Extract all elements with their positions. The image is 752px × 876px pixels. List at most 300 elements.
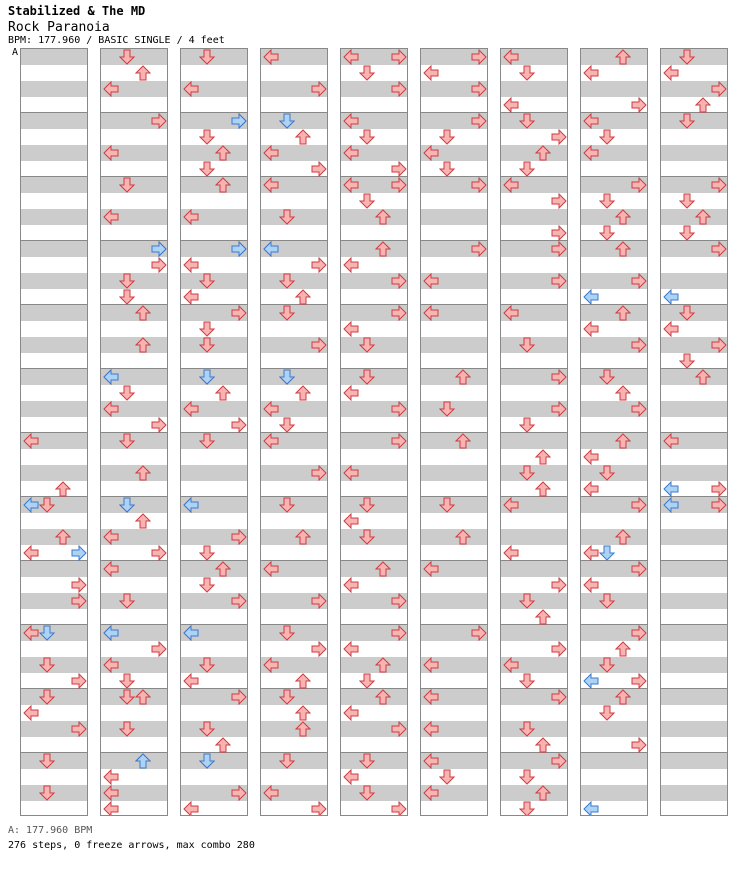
left-arrow xyxy=(263,401,279,417)
bpm-summary: A: 177.960 BPM xyxy=(8,825,93,836)
right-arrow xyxy=(391,161,407,177)
down-arrow xyxy=(199,545,215,561)
left-arrow xyxy=(503,497,519,513)
down-arrow xyxy=(199,49,215,65)
down-arrow xyxy=(119,497,135,513)
right-arrow xyxy=(631,673,647,689)
left-arrow xyxy=(423,273,439,289)
down-arrow xyxy=(599,129,615,145)
left-arrow xyxy=(423,305,439,321)
left-arrow xyxy=(183,401,199,417)
measure-line xyxy=(21,240,87,241)
down-arrow xyxy=(599,193,615,209)
measure-column xyxy=(500,48,568,816)
left-arrow xyxy=(583,545,599,561)
up-arrow xyxy=(455,433,471,449)
up-arrow xyxy=(135,753,151,769)
down-arrow xyxy=(519,721,535,737)
down-arrow xyxy=(279,417,295,433)
right-arrow xyxy=(311,465,327,481)
down-arrow xyxy=(359,129,375,145)
left-arrow xyxy=(103,529,119,545)
down-arrow xyxy=(439,129,455,145)
down-arrow xyxy=(519,337,535,353)
right-arrow xyxy=(551,193,567,209)
left-arrow xyxy=(503,657,519,673)
song-artist: Stabilized & The MD xyxy=(8,4,146,18)
right-arrow xyxy=(551,369,567,385)
down-arrow xyxy=(359,65,375,81)
up-arrow xyxy=(295,705,311,721)
left-arrow xyxy=(423,689,439,705)
measure-column xyxy=(580,48,648,816)
left-arrow xyxy=(103,657,119,673)
left-arrow xyxy=(663,321,679,337)
left-arrow xyxy=(263,49,279,65)
left-arrow xyxy=(103,625,119,641)
left-arrow xyxy=(583,65,599,81)
left-arrow xyxy=(343,257,359,273)
left-arrow xyxy=(583,481,599,497)
up-arrow xyxy=(135,65,151,81)
down-arrow xyxy=(119,177,135,193)
up-arrow xyxy=(375,561,391,577)
left-arrow xyxy=(103,801,119,816)
left-arrow xyxy=(23,545,39,561)
left-arrow xyxy=(583,577,599,593)
right-arrow xyxy=(471,81,487,97)
up-arrow xyxy=(535,449,551,465)
left-arrow xyxy=(663,481,679,497)
right-arrow xyxy=(551,641,567,657)
up-arrow xyxy=(455,369,471,385)
down-arrow xyxy=(679,49,695,65)
right-arrow xyxy=(631,625,647,641)
down-arrow xyxy=(279,113,295,129)
left-arrow xyxy=(103,209,119,225)
right-arrow xyxy=(551,273,567,289)
right-arrow xyxy=(71,721,87,737)
left-arrow xyxy=(583,289,599,305)
down-arrow xyxy=(199,433,215,449)
right-arrow xyxy=(631,737,647,753)
left-arrow xyxy=(583,113,599,129)
down-arrow xyxy=(519,65,535,81)
left-arrow xyxy=(503,545,519,561)
left-arrow xyxy=(183,673,199,689)
up-arrow xyxy=(55,529,71,545)
right-arrow xyxy=(471,113,487,129)
down-arrow xyxy=(359,193,375,209)
right-arrow xyxy=(471,49,487,65)
left-arrow xyxy=(343,49,359,65)
up-arrow xyxy=(295,385,311,401)
left-arrow xyxy=(343,145,359,161)
down-arrow xyxy=(519,593,535,609)
left-arrow xyxy=(343,769,359,785)
right-arrow xyxy=(151,241,167,257)
right-arrow xyxy=(631,177,647,193)
right-arrow xyxy=(471,177,487,193)
left-arrow xyxy=(343,465,359,481)
left-arrow xyxy=(343,513,359,529)
up-arrow xyxy=(215,737,231,753)
down-arrow xyxy=(39,625,55,641)
left-arrow xyxy=(583,321,599,337)
up-arrow xyxy=(615,529,631,545)
left-arrow xyxy=(263,145,279,161)
down-arrow xyxy=(519,801,535,816)
left-arrow xyxy=(423,657,439,673)
up-arrow xyxy=(535,609,551,625)
down-arrow xyxy=(119,721,135,737)
down-arrow xyxy=(199,721,215,737)
right-arrow xyxy=(711,177,727,193)
up-arrow xyxy=(135,689,151,705)
down-arrow xyxy=(39,657,55,673)
song-title: Rock Paranoia xyxy=(8,20,110,35)
measure-column xyxy=(260,48,328,816)
right-arrow xyxy=(231,689,247,705)
down-arrow xyxy=(199,337,215,353)
down-arrow xyxy=(679,193,695,209)
left-arrow xyxy=(423,65,439,81)
measure-column xyxy=(20,48,88,816)
up-arrow xyxy=(55,481,71,497)
left-arrow xyxy=(103,369,119,385)
left-arrow xyxy=(263,657,279,673)
up-arrow xyxy=(135,513,151,529)
down-arrow xyxy=(519,417,535,433)
measure-line xyxy=(661,624,727,625)
down-arrow xyxy=(599,705,615,721)
left-arrow xyxy=(503,97,519,113)
down-arrow xyxy=(279,689,295,705)
right-arrow xyxy=(231,785,247,801)
right-arrow xyxy=(231,593,247,609)
down-arrow xyxy=(39,689,55,705)
down-arrow xyxy=(199,161,215,177)
left-arrow xyxy=(183,257,199,273)
down-arrow xyxy=(279,753,295,769)
up-arrow xyxy=(615,433,631,449)
down-arrow xyxy=(519,465,535,481)
measure-line xyxy=(661,752,727,753)
down-arrow xyxy=(119,49,135,65)
down-arrow xyxy=(279,273,295,289)
measure-line xyxy=(21,368,87,369)
right-arrow xyxy=(391,49,407,65)
up-arrow xyxy=(615,305,631,321)
down-arrow xyxy=(519,769,535,785)
measure-line xyxy=(21,112,87,113)
left-arrow xyxy=(343,641,359,657)
right-arrow xyxy=(711,337,727,353)
down-arrow xyxy=(119,433,135,449)
down-arrow xyxy=(279,209,295,225)
right-arrow xyxy=(391,721,407,737)
down-arrow xyxy=(599,225,615,241)
left-arrow xyxy=(183,625,199,641)
measure-line xyxy=(581,432,647,433)
down-arrow xyxy=(519,161,535,177)
right-arrow xyxy=(631,273,647,289)
down-arrow xyxy=(199,657,215,673)
up-arrow xyxy=(375,241,391,257)
left-arrow xyxy=(183,81,199,97)
left-arrow xyxy=(183,497,199,513)
up-arrow xyxy=(215,561,231,577)
down-arrow xyxy=(199,369,215,385)
up-arrow xyxy=(295,673,311,689)
up-arrow xyxy=(615,241,631,257)
down-arrow xyxy=(199,753,215,769)
down-arrow xyxy=(359,529,375,545)
down-arrow xyxy=(679,353,695,369)
right-arrow xyxy=(311,81,327,97)
down-arrow xyxy=(439,161,455,177)
measure-line xyxy=(421,432,487,433)
down-arrow xyxy=(599,657,615,673)
left-arrow xyxy=(103,81,119,97)
right-arrow xyxy=(471,625,487,641)
up-arrow xyxy=(615,209,631,225)
measure-line xyxy=(101,752,167,753)
left-arrow xyxy=(23,433,39,449)
right-arrow xyxy=(391,401,407,417)
left-arrow xyxy=(423,721,439,737)
down-arrow xyxy=(199,129,215,145)
right-arrow xyxy=(711,497,727,513)
down-arrow xyxy=(199,321,215,337)
down-arrow xyxy=(39,785,55,801)
measure-line xyxy=(421,368,487,369)
measure-line xyxy=(21,176,87,177)
left-arrow xyxy=(343,177,359,193)
right-arrow xyxy=(151,545,167,561)
left-arrow xyxy=(503,177,519,193)
up-arrow xyxy=(295,129,311,145)
up-arrow xyxy=(535,785,551,801)
right-arrow xyxy=(391,593,407,609)
right-arrow xyxy=(311,257,327,273)
left-arrow xyxy=(343,385,359,401)
up-arrow xyxy=(535,737,551,753)
measure-line xyxy=(341,240,407,241)
left-arrow xyxy=(423,561,439,577)
left-arrow xyxy=(103,145,119,161)
right-arrow xyxy=(391,305,407,321)
right-arrow xyxy=(231,113,247,129)
down-arrow xyxy=(359,497,375,513)
right-arrow xyxy=(391,81,407,97)
down-arrow xyxy=(679,225,695,241)
up-arrow xyxy=(615,641,631,657)
down-arrow xyxy=(439,497,455,513)
down-arrow xyxy=(359,785,375,801)
up-arrow xyxy=(295,289,311,305)
right-arrow xyxy=(151,257,167,273)
down-arrow xyxy=(359,673,375,689)
down-arrow xyxy=(599,593,615,609)
right-arrow xyxy=(311,801,327,816)
down-arrow xyxy=(119,385,135,401)
down-arrow xyxy=(599,545,615,561)
right-arrow xyxy=(711,481,727,497)
left-arrow xyxy=(103,401,119,417)
left-arrow xyxy=(103,769,119,785)
left-arrow xyxy=(23,625,39,641)
right-arrow xyxy=(71,673,87,689)
right-arrow xyxy=(551,753,567,769)
up-arrow xyxy=(615,689,631,705)
right-arrow xyxy=(711,241,727,257)
left-arrow xyxy=(503,49,519,65)
up-arrow xyxy=(695,369,711,385)
left-arrow xyxy=(103,785,119,801)
down-arrow xyxy=(119,289,135,305)
right-arrow xyxy=(311,641,327,657)
right-arrow xyxy=(551,401,567,417)
down-arrow xyxy=(679,113,695,129)
right-arrow xyxy=(631,497,647,513)
left-arrow xyxy=(23,497,39,513)
left-arrow xyxy=(423,753,439,769)
up-arrow xyxy=(695,97,711,113)
right-arrow xyxy=(631,337,647,353)
left-arrow xyxy=(423,785,439,801)
left-arrow xyxy=(343,705,359,721)
measure-column xyxy=(180,48,248,816)
up-arrow xyxy=(135,305,151,321)
left-arrow xyxy=(583,449,599,465)
measure-column xyxy=(420,48,488,816)
right-arrow xyxy=(231,241,247,257)
down-arrow xyxy=(679,305,695,321)
down-arrow xyxy=(199,273,215,289)
right-arrow xyxy=(151,417,167,433)
left-arrow xyxy=(263,177,279,193)
measure-line xyxy=(661,688,727,689)
up-arrow xyxy=(375,689,391,705)
right-arrow xyxy=(71,545,87,561)
right-arrow xyxy=(471,241,487,257)
up-arrow xyxy=(375,657,391,673)
down-arrow xyxy=(599,465,615,481)
right-arrow xyxy=(231,417,247,433)
down-arrow xyxy=(39,753,55,769)
left-arrow xyxy=(183,209,199,225)
left-arrow xyxy=(583,801,599,816)
left-arrow xyxy=(103,561,119,577)
down-arrow xyxy=(279,497,295,513)
right-arrow xyxy=(551,241,567,257)
up-arrow xyxy=(455,529,471,545)
right-arrow xyxy=(391,273,407,289)
left-arrow xyxy=(583,673,599,689)
left-arrow xyxy=(663,65,679,81)
right-arrow xyxy=(151,113,167,129)
down-arrow xyxy=(119,273,135,289)
down-arrow xyxy=(439,401,455,417)
measure-line xyxy=(21,304,87,305)
right-arrow xyxy=(231,529,247,545)
bpm-marker: A xyxy=(12,47,19,58)
down-arrow xyxy=(519,673,535,689)
left-arrow xyxy=(183,289,199,305)
up-arrow xyxy=(135,465,151,481)
right-arrow xyxy=(311,337,327,353)
up-arrow xyxy=(615,385,631,401)
right-arrow xyxy=(391,801,407,816)
down-arrow xyxy=(359,337,375,353)
right-arrow xyxy=(71,577,87,593)
left-arrow xyxy=(343,577,359,593)
up-arrow xyxy=(215,385,231,401)
left-arrow xyxy=(263,561,279,577)
left-arrow xyxy=(23,705,39,721)
up-arrow xyxy=(615,49,631,65)
right-arrow xyxy=(631,97,647,113)
left-arrow xyxy=(423,145,439,161)
right-arrow xyxy=(391,433,407,449)
right-arrow xyxy=(71,593,87,609)
down-arrow xyxy=(279,305,295,321)
up-arrow xyxy=(215,145,231,161)
right-arrow xyxy=(311,593,327,609)
down-arrow xyxy=(599,369,615,385)
down-arrow xyxy=(279,625,295,641)
left-arrow xyxy=(503,305,519,321)
right-arrow xyxy=(551,577,567,593)
right-arrow xyxy=(551,689,567,705)
up-arrow xyxy=(375,209,391,225)
down-arrow xyxy=(119,673,135,689)
step-stats: 276 steps, 0 freeze arrows, max combo 280 xyxy=(8,840,255,851)
up-arrow xyxy=(535,145,551,161)
left-arrow xyxy=(663,497,679,513)
right-arrow xyxy=(311,161,327,177)
right-arrow xyxy=(231,305,247,321)
down-arrow xyxy=(119,689,135,705)
down-arrow xyxy=(519,113,535,129)
measure-line xyxy=(661,560,727,561)
left-arrow xyxy=(343,321,359,337)
right-arrow xyxy=(551,225,567,241)
down-arrow xyxy=(119,593,135,609)
measure-line xyxy=(341,560,407,561)
right-arrow xyxy=(551,129,567,145)
up-arrow xyxy=(695,209,711,225)
left-arrow xyxy=(663,433,679,449)
right-arrow xyxy=(151,641,167,657)
left-arrow xyxy=(263,241,279,257)
right-arrow xyxy=(391,625,407,641)
down-arrow xyxy=(359,369,375,385)
left-arrow xyxy=(263,433,279,449)
up-arrow xyxy=(535,481,551,497)
right-arrow xyxy=(711,81,727,97)
down-arrow xyxy=(279,369,295,385)
right-arrow xyxy=(391,177,407,193)
left-arrow xyxy=(663,289,679,305)
up-arrow xyxy=(215,177,231,193)
down-arrow xyxy=(199,577,215,593)
right-arrow xyxy=(631,561,647,577)
measure-column xyxy=(100,48,168,816)
measure-column xyxy=(340,48,408,816)
left-arrow xyxy=(583,145,599,161)
